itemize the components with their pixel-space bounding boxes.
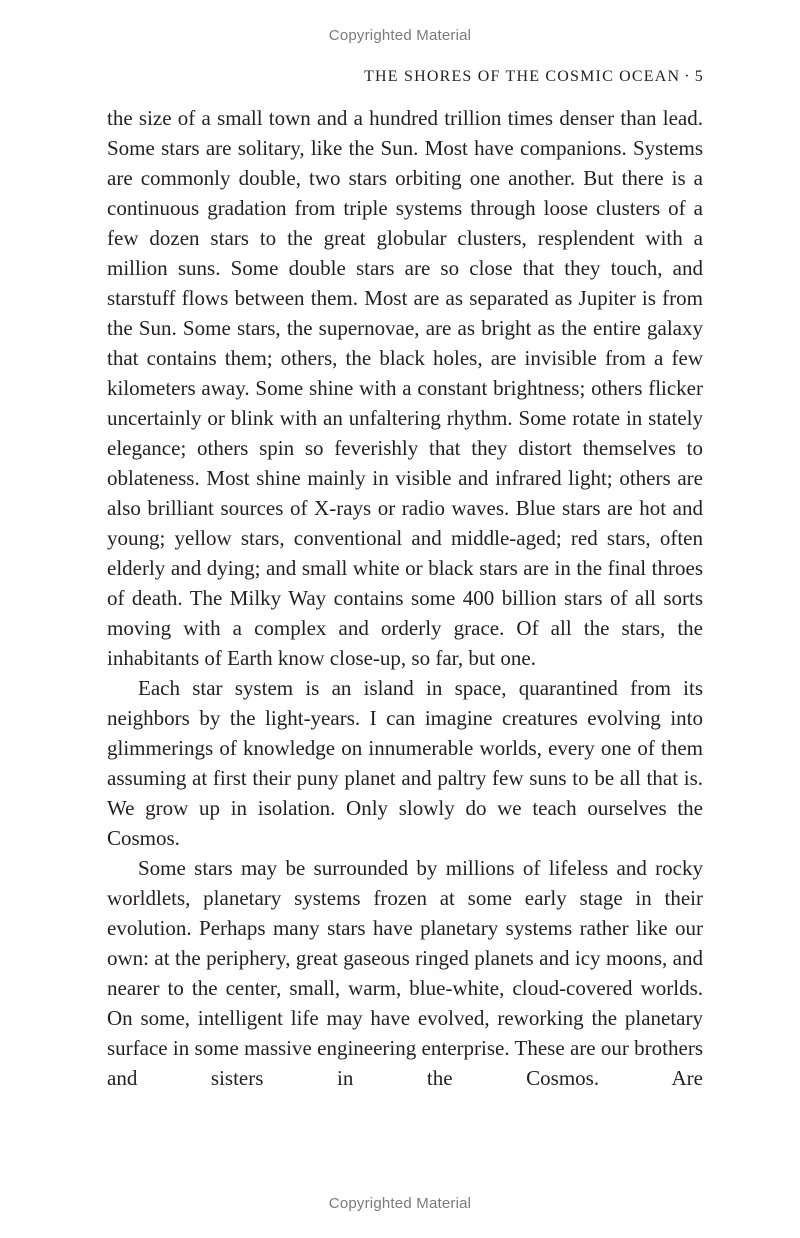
paragraph-planetary-systems: Some stars may be surrounded by millions of lifeless and rocky worldlets, planetary systems frozen at some early stage in their evolution. Perhaps many stars have planetary systems rather like our own: at the periphery, great gaseous ringed planets and icy moons, and nearer to the center, small, warm, blue-white, cloud-covered worlds. On some, intelligent life may have evolved, reworking the planetary surface in some massive engineering enterprise. These are our brothers and sisters in the Cosmos. Are [107, 856, 703, 1090]
paragraph-star-systems: Each star system is an island in space, quarantined from its neighbors by the light-years. I can imagine creatures evolving into glimmerings of knowledge on innumerable worlds, every one of them assuming at first their puny planet and paltry few suns to be all that is. We grow up in isolation. Only slowly do we teach ourselves the Cosmos. [107, 676, 703, 850]
running-head-separator: · [684, 68, 691, 85]
chapter-title: THE SHORES OF THE COSMIC OCEAN [364, 68, 681, 85]
body-text [107, 103, 703, 1093]
page-number: 5 [694, 68, 704, 85]
copyright-watermark-top: Copyrighted Material [328, 27, 472, 44]
copyright-watermark-bottom: Copyrighted Material [328, 1195, 472, 1212]
paragraph-continued: the size of a small town and a hundred trillion times denser than lead. Some stars are solitary, like the Sun. Most have companions. Systems are commonly double, two stars orbiting one another. But there is a continuous gradation from triple systems through loose clusters of a few dozen stars to the great globular clusters, resplendent with a million suns. Some double stars are so close that they touch, and starstuff flows between them. Most are as separated as Jupiter is from the Sun. Some stars, the supernovae, are as bright as the entire galaxy that contains them; others, the black holes, are invisible from a few kilometers away. Some shine with a constant brightness; others flicker uncertainly or blink with an unfaltering rhythm. Some rotate in stately elegance; others spin so feverishly that they distort themselves to oblateness. Most shine mainly in visible and infrared light; others are also brilliant sources of X-rays or radio waves. Blue stars are hot and young; yellow stars, conventional and middle-aged; red stars, often elderly and dying; and small white or black stars are in the final throes of death. The Milky Way contains some 400 billion stars of all sorts moving with a complex and orderly grace. Of all the stars, the inhabitants of Earth know close-up, so far, but one. [107, 106, 703, 670]
running-head [364, 68, 704, 86]
